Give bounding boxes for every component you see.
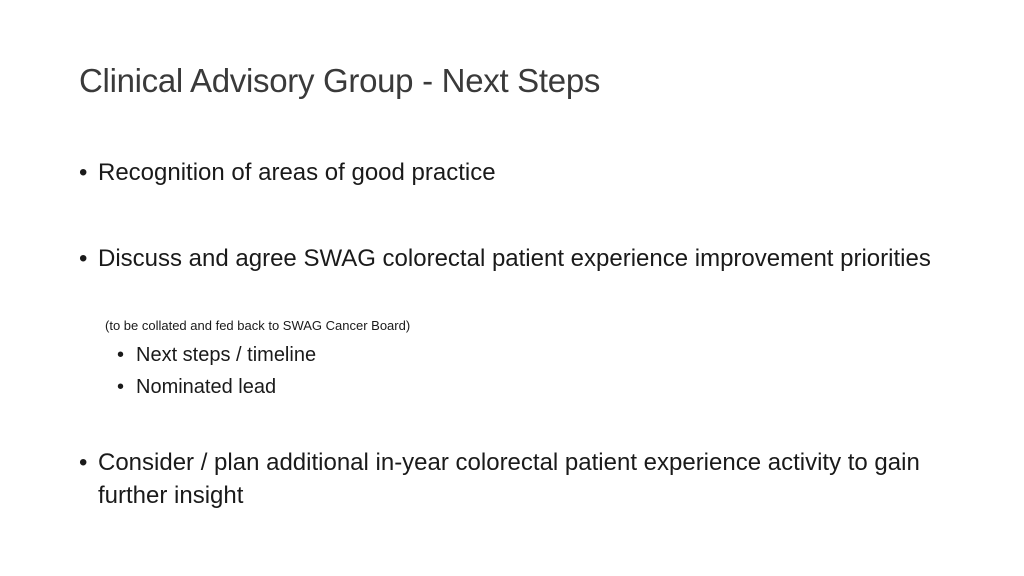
bullet-item-priorities xyxy=(79,242,938,275)
bullet-item-good-practice xyxy=(79,156,938,189)
sub-bullet-item-next-steps xyxy=(117,342,316,368)
bullet-text: Consider / plan additional in-year colorectal patient experience activity to gain further insight xyxy=(98,449,920,509)
bullet-text: Recognition of areas of good practice xyxy=(98,159,496,186)
bullet-item-additional-activity xyxy=(79,446,938,512)
sub-bullet-marker: • xyxy=(117,376,125,398)
bullet-marker: • xyxy=(79,245,88,272)
bullet-text: Discuss and agree SWAG colorectal patient experience improvement priorities xyxy=(98,245,931,272)
priorities-note: (to be collated and fed back to SWAG Cancer Board) xyxy=(105,318,411,333)
sub-bullet-text: Next steps / timeline xyxy=(136,344,317,366)
bullet-marker: • xyxy=(79,159,88,186)
bullet-marker: • xyxy=(79,449,88,476)
slide-title: Clinical Advisory Group - Next Steps xyxy=(79,62,601,99)
sub-bullet-item-nominated-lead xyxy=(117,374,276,400)
sub-bullet-text: Nominated lead xyxy=(136,376,277,398)
sub-bullet-marker: • xyxy=(117,344,125,366)
